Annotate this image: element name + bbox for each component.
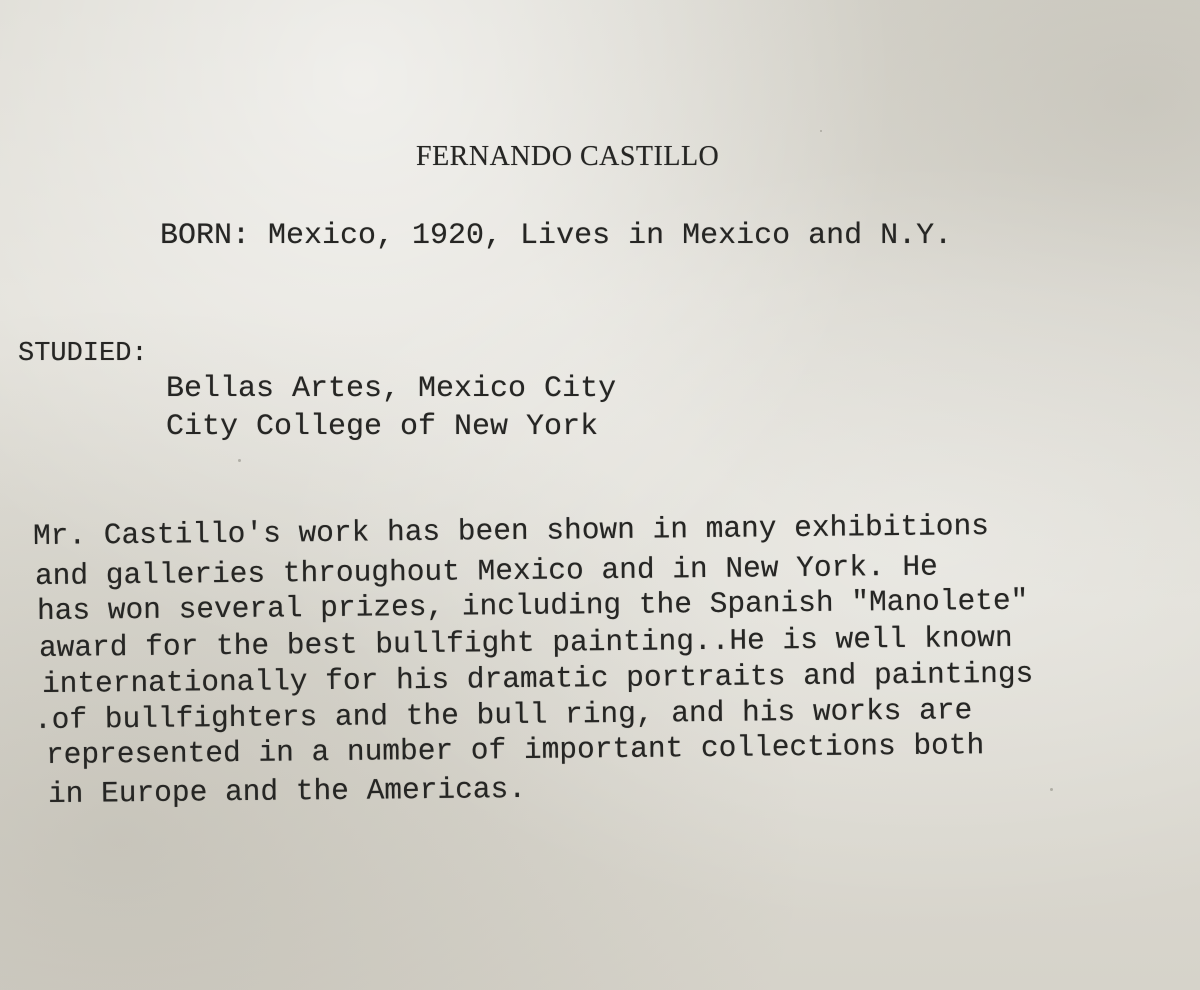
paper-speck <box>820 130 822 132</box>
born-line: BORN: Mexico, 1920, Lives in Mexico and N.Y. <box>160 219 953 253</box>
artist-name-heading: FERNANDO CASTILLO <box>416 141 720 172</box>
studied-item: Bellas Artes, Mexico City <box>166 372 617 406</box>
biography-line: in Europe and the Americas. <box>47 771 527 811</box>
studied-label: STUDIED: <box>18 339 148 369</box>
paper-speck <box>1050 788 1053 791</box>
biography-line: award for the best bullfight painting..He is well known <box>38 620 1013 665</box>
biography-line: Mr. Castillo's work has been shown in many exhibitions <box>32 508 990 553</box>
biography-line: represented in a number of important collections both <box>45 728 985 772</box>
biography-line: .of bullfighters and the bull ring, and his works are <box>33 693 973 737</box>
biography-line: has won several prizes, including the Spanish "Manolete" <box>36 583 1029 628</box>
paper-speck <box>238 459 241 462</box>
biography-line: internationally for his dramatic portraits and paintings <box>41 656 1034 701</box>
biography-line: and galleries throughout Mexico and in New York. He <box>34 549 938 593</box>
studied-item: City College of New York <box>166 410 599 444</box>
